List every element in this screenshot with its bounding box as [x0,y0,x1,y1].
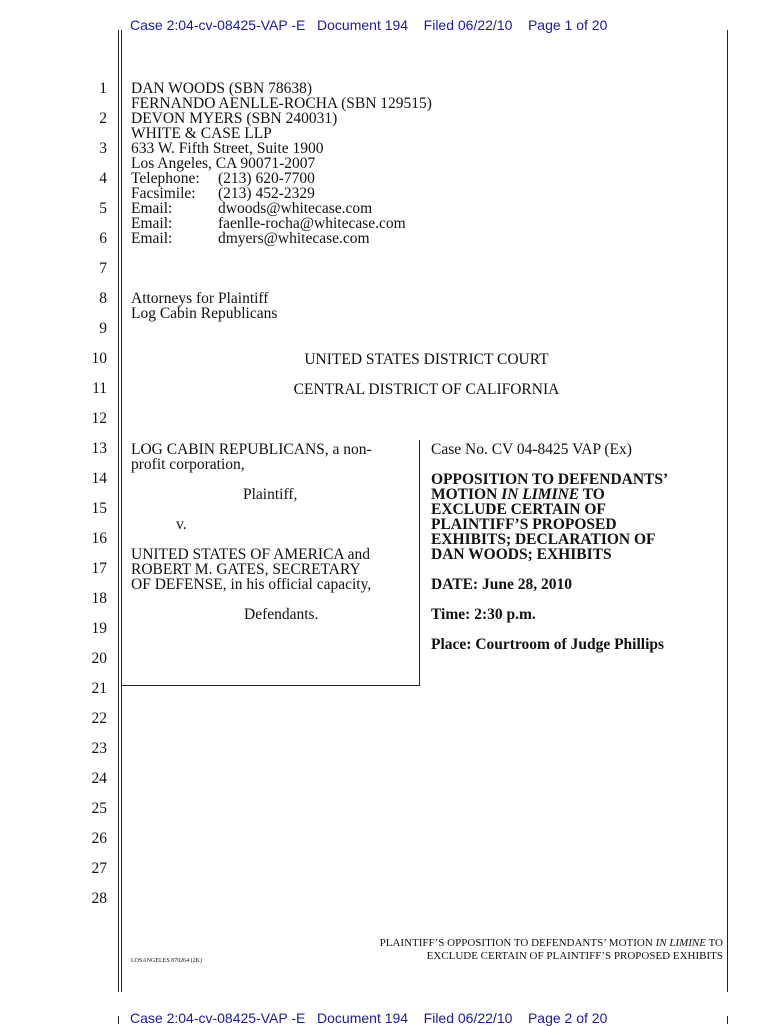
line-number: 2 [99,110,107,127]
document-title: DAN WOODS; EXHIBITS [431,546,612,563]
hearing-date: DATE: June 28, 2010 [431,576,572,593]
defendant-role: Defendants. [244,606,319,623]
contact-label: Email: [131,200,173,217]
line-number: 10 [91,350,107,367]
document-number: Document 194 [317,17,409,33]
line-number: 7 [99,260,107,277]
line-number: 1 [99,80,107,97]
document-title: EXCLUDE CERTAIN OF [431,501,606,518]
line-number: 14 [91,470,107,487]
court-district: CENTRAL DISTRICT OF CALIFORNIA [293,381,560,398]
line-number: 16 [91,530,107,547]
left-margin-rule-outer [118,30,119,992]
hearing-time: Time: 2:30 p.m. [431,606,536,623]
counsel-line: 633 W. Fifth Street, Suite 1900 [131,140,324,157]
line-number: 13 [91,440,107,457]
client-name: Log Cabin Republicans [131,305,278,322]
counsel-line: Los Angeles, CA 90071-2007 [131,155,316,172]
line-number: 5 [99,200,107,217]
line-number: 27 [91,860,107,877]
left-margin-rule-inner [121,30,122,992]
document-title: MOTION IN LIMINE TO [431,486,605,503]
contact-label: Facsimile: [131,185,196,202]
facsimile-value: (213) 452-2329 [218,185,315,202]
line-number: 8 [99,290,107,307]
footer-doc-id: LOSANGELES 870264 (2K) [131,958,202,964]
line-number: 28 [91,890,107,907]
right-margin-rule [727,30,728,992]
counsel-line: DAN WOODS (SBN 78638) [131,80,312,97]
line-number: 15 [91,500,107,517]
line-number: 19 [91,620,107,637]
versus: v. [176,516,187,533]
attorneys-for: Attorneys for Plaintiff [131,290,269,307]
line-number: 18 [91,590,107,607]
document-title: PLAINTIFF’S PROPOSED [431,516,617,533]
counsel-line: FERNANDO AENLLE-ROCHA (SBN 129515) [131,95,432,112]
contact-label: Email: [131,230,173,247]
filed-date: Filed 06/22/10 [423,1010,513,1026]
line-number: 11 [92,380,107,397]
page-count: Page 2 of 20 [527,1010,608,1026]
caption-divider [419,440,420,686]
plaintiff-name: LOG CABIN REPUBLICANS, a non- [131,441,372,458]
email-value: dmyers@whitecase.com [218,230,370,247]
page1-header [130,17,607,33]
line-number: 6 [99,230,107,247]
line-number: 25 [91,800,107,817]
defendant-name: OF DEFENSE, in his official capacity, [131,576,372,593]
page-count: Page 1 of 20 [527,17,608,33]
plaintiff-role: Plaintiff, [243,486,298,503]
contact-label: Email: [131,215,173,232]
filed-date: Filed 06/22/10 [423,17,513,33]
line-number: 24 [91,770,107,787]
case-number: Case 2:04-cv-08425-VAP -E [130,17,306,33]
line-number: 17 [91,560,107,577]
line-number: 9 [99,320,107,337]
case-number-line: Case No. CV 04-8425 VAP (Ex) [431,441,632,458]
page2-right-rule [727,1016,728,1024]
counsel-line: DEVON MYERS (SBN 240031) [131,110,338,127]
hearing-place: Place: Courtroom of Judge Phillips [431,636,665,653]
line-number: 21 [91,680,107,697]
case-number: Case 2:04-cv-08425-VAP -E [130,1010,306,1026]
line-number: 26 [91,830,107,847]
line-number: 4 [99,170,107,187]
line-number: 23 [91,740,107,757]
footer-title: PLAINTIFF’S OPPOSITION TO DEFENDANTS’ MOTION IN LIMINE TO EXCLUDE CERTAIN OF PLAINTIFF’S PROPOSED EXHIBITS [379,937,723,962]
telephone-value: (213) 620-7700 [218,170,315,187]
defendant-name: ROBERT M. GATES, SECRETARY [131,561,361,578]
counsel-line: WHITE & CASE LLP [131,125,272,142]
document-title: EXHIBITS; DECLARATION OF [431,531,656,548]
line-number: 22 [91,710,107,727]
email-value: dwoods@whitecase.com [218,200,373,217]
line-number: 3 [99,140,107,157]
document-number: Document 194 [317,1010,409,1026]
plaintiff-description: profit corporation, [131,456,245,473]
caption-bottom-rule [122,685,420,686]
court-name: UNITED STATES DISTRICT COURT [304,351,549,368]
email-value: faenlle-rocha@whitecase.com [218,215,406,232]
document-title: OPPOSITION TO DEFENDANTS’ [431,471,669,488]
contact-label: Telephone: [131,170,200,187]
line-number: 12 [91,410,107,427]
line-number: 20 [91,650,107,667]
defendant-name: UNITED STATES OF AMERICA and [131,546,371,563]
page2-left-rule [118,1016,119,1024]
